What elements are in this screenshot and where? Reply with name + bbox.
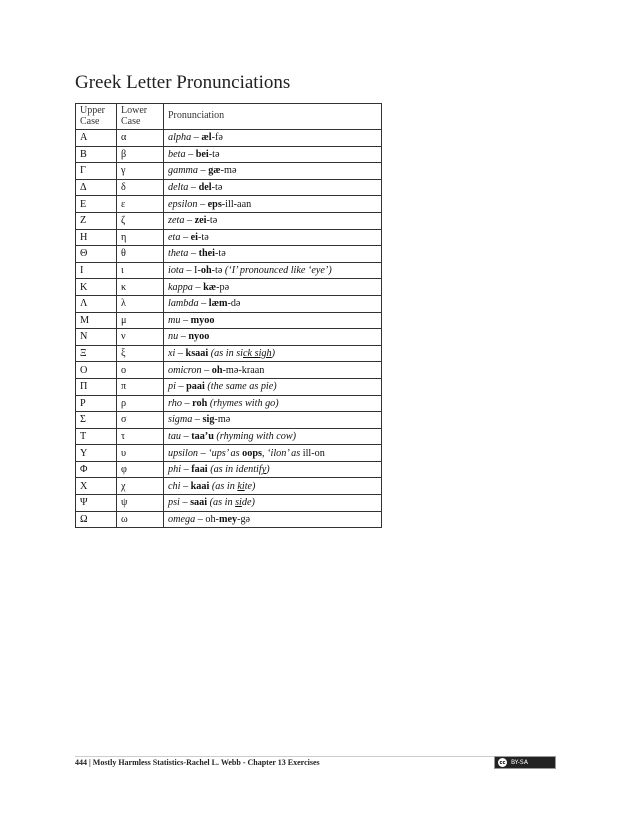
lower-case-letter: ω	[117, 511, 164, 528]
pronunciation-segment: –	[175, 381, 187, 393]
pronunciation-segment: del	[198, 182, 212, 194]
lower-case-letter: α	[117, 130, 164, 147]
pronunciation-segment: ,	[262, 447, 268, 459]
pronunciation-segment: (as in si	[210, 348, 244, 360]
pronunciation-segment: (as in	[211, 480, 238, 492]
upper-case-letter: Υ	[76, 445, 117, 462]
pronunciation-segment: -fə	[211, 132, 223, 144]
pronunciation-segment: psi	[168, 497, 180, 509]
greek-letter-table	[75, 103, 382, 528]
upper-case-letter: Ψ	[76, 495, 117, 512]
pronunciation-segment: –	[188, 248, 199, 260]
pronunciation	[164, 329, 382, 346]
pronunciation-segment: sig	[202, 414, 215, 426]
pronunciation-segment: –	[184, 215, 195, 227]
pronunciation-segment: phi	[168, 464, 182, 476]
pronunciation-segment: -tə	[208, 148, 220, 160]
lower-case-letter: ψ	[117, 495, 164, 512]
pronunciation	[164, 312, 382, 329]
lower-case-letter: θ	[117, 246, 164, 263]
pronunciation-segment: (rhymes with go)	[209, 397, 279, 409]
pronunciation-segment: -ill-aan	[221, 198, 252, 210]
table-row	[76, 362, 382, 379]
lower-case-letter: β	[117, 146, 164, 163]
upper-case-letter: Β	[76, 146, 117, 163]
table-header-row	[76, 104, 382, 130]
pronunciation-segment: )	[271, 348, 275, 360]
pronunciation-segment: -mə	[220, 165, 237, 177]
lower-case-letter: ν	[117, 329, 164, 346]
pronunciation-segment: lambda	[168, 298, 199, 310]
lower-case-letter: ι	[117, 262, 164, 279]
upper-case-letter: Κ	[76, 279, 117, 296]
lower-case-letter: κ	[117, 279, 164, 296]
lower-case-letter: ε	[117, 196, 164, 213]
cc-icon: cc	[499, 759, 506, 766]
pronunciation-segment: –	[181, 430, 192, 442]
pronunciation-segment: bei	[195, 148, 209, 160]
pronunciation-segment: –	[178, 331, 189, 343]
lower-case-letter: φ	[117, 461, 164, 478]
pronunciation	[164, 163, 382, 180]
page-footer: 444 | Mostly Harmless Statistics-Rachel L. Webb - Chapter 13 Exercises	[75, 758, 320, 767]
pronunciation-segment: ksaai	[185, 348, 209, 360]
pronunciation-segment: –	[192, 414, 203, 426]
pronunciation-segment: ‘ups’ as	[208, 447, 243, 459]
pronunciation-segment: ei	[190, 231, 198, 243]
pronunciation-segment: æl	[201, 132, 212, 144]
upper-case-letter: Α	[76, 130, 117, 147]
pronunciation-segment: nu	[168, 331, 179, 343]
table-row	[76, 212, 382, 229]
table-row	[76, 229, 382, 246]
table-row	[76, 478, 382, 495]
upper-case-letter: Μ	[76, 312, 117, 329]
pronunciation-segment: –	[191, 132, 202, 144]
pronunciation-segment: omega	[168, 513, 196, 525]
pronunciation-segment: theta	[168, 248, 189, 260]
table-row	[76, 163, 382, 180]
header-pronunciation: Pronunciation	[164, 104, 382, 130]
lower-case-letter: τ	[117, 428, 164, 445]
pronunciation-segment: mey	[218, 513, 238, 525]
pronunciation-segment: –	[180, 314, 191, 326]
pronunciation-segment: kaai	[190, 480, 210, 492]
upper-case-letter: Σ	[76, 412, 117, 429]
table-row	[76, 345, 382, 362]
pronunciation	[164, 445, 382, 462]
pronunciation-segment: -gə	[237, 513, 251, 525]
pronunciation-segment: faai	[191, 464, 208, 476]
pronunciation	[164, 130, 382, 147]
pronunciation-segment: (the same as pie)	[207, 381, 277, 393]
table-row	[76, 511, 382, 528]
pronunciation-segment: zeta	[168, 215, 185, 227]
table-row	[76, 378, 382, 395]
pronunciation-segment: kæ	[203, 281, 217, 293]
pronunciation-segment: -tə	[211, 265, 225, 277]
pronunciation	[164, 395, 382, 412]
pronunciation-segment: oops	[242, 447, 262, 459]
table-row	[76, 428, 382, 445]
table-row	[76, 279, 382, 296]
pronunciation-segment: rho	[168, 397, 182, 409]
pronunciation-segment: –	[188, 182, 199, 194]
pronunciation-segment: læm	[208, 298, 228, 310]
pronunciation-segment: saai	[190, 497, 208, 509]
pronunciation	[164, 295, 382, 312]
upper-case-letter: Φ	[76, 461, 117, 478]
header-lower-case: Lower Case	[117, 104, 164, 130]
lower-case-letter: π	[117, 378, 164, 395]
pronunciation-segment: (as in identi	[210, 464, 259, 476]
pronunciation-segment: (‘I’ pronounced like ‘eye’)	[224, 265, 332, 277]
upper-case-letter: Ξ	[76, 345, 117, 362]
table-row	[76, 262, 382, 279]
upper-case-letter: Λ	[76, 295, 117, 312]
pronunciation-segment: –	[180, 480, 191, 492]
pronunciation-segment: ‘ilon’ as	[267, 447, 303, 459]
upper-case-letter: Ι	[76, 262, 117, 279]
pronunciation-segment: -mə	[214, 414, 231, 426]
table-row	[76, 329, 382, 346]
pronunciation-segment: eta	[168, 231, 181, 243]
license-label: BY-SA	[511, 759, 528, 766]
pronunciation-segment: pi	[168, 381, 176, 393]
pronunciation	[164, 229, 382, 246]
pronunciation	[164, 378, 382, 395]
pronunciation-segment: –	[201, 364, 212, 376]
pronunciation-segment: tau	[168, 430, 182, 442]
upper-case-letter: Δ	[76, 179, 117, 196]
lower-case-letter: ζ	[117, 212, 164, 229]
pronunciation	[164, 146, 382, 163]
pronunciation	[164, 461, 382, 478]
pronunciation-segment: oh	[211, 364, 223, 376]
pronunciation-segment: sigma	[168, 414, 193, 426]
upper-case-letter: Ε	[76, 196, 117, 213]
lower-case-letter: γ	[117, 163, 164, 180]
table-row	[76, 179, 382, 196]
upper-case-letter: Π	[76, 378, 117, 395]
lower-case-letter: χ	[117, 478, 164, 495]
pronunciation-segment: gamma	[168, 165, 198, 177]
pronunciation	[164, 246, 382, 263]
upper-case-letter: Η	[76, 229, 117, 246]
table-row	[76, 146, 382, 163]
pronunciation-segment: –	[181, 464, 192, 476]
pronunciation	[164, 495, 382, 512]
pronunciation-segment: -tə	[198, 231, 209, 243]
pronunciation-segment: beta	[168, 148, 186, 160]
upper-case-letter: Ο	[76, 362, 117, 379]
pronunciation-segment: –	[179, 497, 191, 509]
pronunciation-segment: kappa	[168, 281, 193, 293]
pronunciation-segment: thei	[198, 248, 215, 260]
lower-case-letter: λ	[117, 295, 164, 312]
table-row	[76, 196, 382, 213]
table-row	[76, 395, 382, 412]
table-row	[76, 461, 382, 478]
table-row	[76, 295, 382, 312]
table-row	[76, 130, 382, 147]
pronunciation-segment: –	[198, 447, 209, 459]
pronunciation-segment: myoo	[190, 314, 215, 326]
pronunciation-segment: -pə	[216, 281, 230, 293]
pronunciation	[164, 511, 382, 528]
pronunciation-segment: –	[185, 148, 196, 160]
pronunciation-segment: fy	[258, 464, 267, 476]
pronunciation-segment: si	[235, 497, 242, 509]
pronunciation-segment: te)	[244, 480, 256, 492]
pronunciation-segment: –	[197, 198, 208, 210]
lower-case-letter: ρ	[117, 395, 164, 412]
pronunciation-segment: ki	[237, 480, 245, 492]
pronunciation-segment: –	[175, 348, 186, 360]
pronunciation-segment: )	[266, 464, 270, 476]
header-upper-case: Upper Case	[76, 104, 117, 130]
pronunciation	[164, 279, 382, 296]
pronunciation-segment: zei	[194, 215, 207, 227]
pronunciation-segment: – oh-	[195, 513, 219, 525]
pronunciation-segment: de)	[241, 497, 255, 509]
pronunciation-segment: -tə	[211, 182, 223, 194]
upper-case-letter: Ν	[76, 329, 117, 346]
lower-case-letter: μ	[117, 312, 164, 329]
pronunciation-segment: taa’u	[191, 430, 214, 442]
pronunciation-segment: omicron	[168, 364, 202, 376]
pronunciation-segment: –	[192, 281, 204, 293]
pronunciation-segment: –	[198, 298, 209, 310]
pronunciation-segment: delta	[168, 182, 189, 194]
pronunciation-segment: mu	[168, 314, 181, 326]
pronunciation	[164, 412, 382, 429]
lower-case-letter: ο	[117, 362, 164, 379]
table-row	[76, 312, 382, 329]
pronunciation-segment: –	[180, 231, 191, 243]
pronunciation-segment: –	[181, 397, 193, 409]
lower-case-letter: υ	[117, 445, 164, 462]
footer-divider	[75, 756, 555, 757]
pronunciation	[164, 262, 382, 279]
pronunciation-segment: (rhyming with cow)	[216, 430, 297, 442]
pronunciation	[164, 478, 382, 495]
upper-case-letter: Ζ	[76, 212, 117, 229]
upper-case-letter: Θ	[76, 246, 117, 263]
pronunciation-segment: roh	[192, 397, 208, 409]
upper-case-letter: Γ	[76, 163, 117, 180]
pronunciation-segment: eps	[207, 198, 222, 210]
pronunciation-segment: -tə	[214, 248, 226, 260]
pronunciation-segment: (as in	[209, 497, 236, 509]
pronunciation-segment: ill-on	[302, 447, 325, 459]
pronunciation	[164, 362, 382, 379]
lower-case-letter: ξ	[117, 345, 164, 362]
pronunciation-segment: –	[198, 165, 209, 177]
pronunciation	[164, 179, 382, 196]
pronunciation-segment: oh	[200, 265, 212, 277]
pronunciation-segment: -də	[227, 298, 241, 310]
pronunciation-segment: -tə	[206, 215, 218, 227]
table-row	[76, 445, 382, 462]
pronunciation-segment: chi	[168, 480, 181, 492]
lower-case-letter: η	[117, 229, 164, 246]
pronunciation-segment: nyoo	[188, 331, 210, 343]
pronunciation	[164, 196, 382, 213]
pronunciation-segment: alpha	[168, 132, 192, 144]
table-row	[76, 246, 382, 263]
table-row	[76, 412, 382, 429]
pronunciation	[164, 428, 382, 445]
pronunciation-segment: -mə-kraan	[222, 364, 265, 376]
lower-case-letter: σ	[117, 412, 164, 429]
pronunciation-segment: upsilon	[168, 447, 199, 459]
lower-case-letter: δ	[117, 179, 164, 196]
pronunciation-segment: paai	[186, 381, 205, 393]
pronunciation	[164, 212, 382, 229]
pronunciation-segment: gæ	[208, 165, 221, 177]
pronunciation-segment: epsilon	[168, 198, 198, 210]
page-title: Greek Letter Pronunciations	[75, 72, 291, 93]
table-row	[76, 495, 382, 512]
pronunciation	[164, 345, 382, 362]
upper-case-letter: Ρ	[76, 395, 117, 412]
pronunciation-segment: ck sigh	[243, 348, 272, 360]
upper-case-letter: Τ	[76, 428, 117, 445]
pronunciation-segment: – I-	[183, 265, 201, 277]
pronunciation-segment: xi	[168, 348, 176, 360]
upper-case-letter: Ω	[76, 511, 117, 528]
upper-case-letter: Χ	[76, 478, 117, 495]
pronunciation-segment: iota	[168, 265, 184, 277]
license-badge	[494, 756, 556, 769]
